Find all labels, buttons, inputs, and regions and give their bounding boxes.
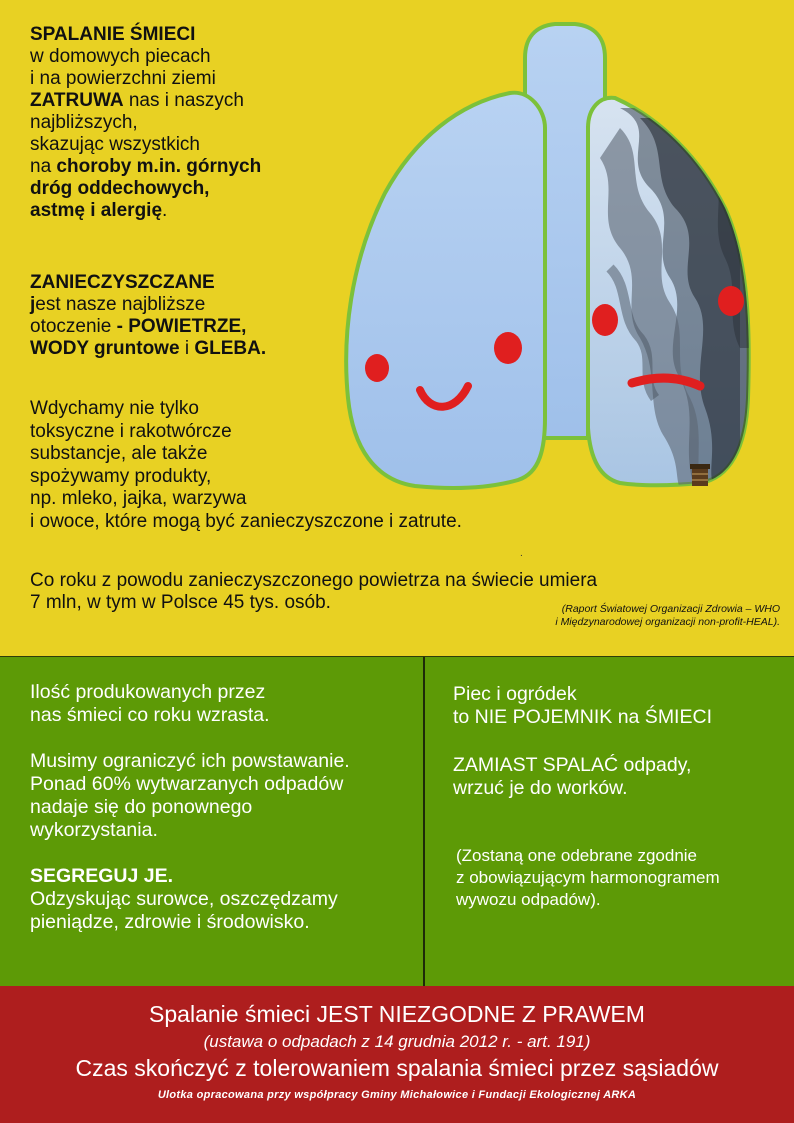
stove-line: to NIE POJEMNIK na ŚMIECI bbox=[453, 706, 712, 728]
segregate-heading: SEGREGUJ JE. bbox=[30, 865, 174, 887]
chimney-icon bbox=[690, 464, 710, 486]
waste-line: pieniądze, zdrowie i środowisko. bbox=[30, 911, 310, 933]
stove-line: wrzuć je do worków. bbox=[453, 777, 628, 799]
pollution-bold: - POWIETRZE, bbox=[116, 316, 247, 337]
collection-line: wywozu odpadów). bbox=[456, 890, 601, 909]
credits: Ulotka opracowana przy współpracy Gminy Michałowice i Fundacji Ekologicznej ARKA bbox=[157, 1089, 637, 1101]
left-lung bbox=[346, 93, 545, 488]
inhale-line: spożywamy produkty, bbox=[30, 465, 212, 487]
law-statement: Spalanie śmieci JEST NIEZGODNE Z PRAWEM bbox=[149, 1001, 645, 1027]
pollution-heading: ZANIECZYSZCZANE bbox=[30, 272, 215, 293]
intro-line: w domowych piecach bbox=[30, 46, 211, 67]
waste-column bbox=[30, 681, 410, 934]
citation-line: (Raport Światowej Organizacji Zdrowia – WHO bbox=[561, 603, 780, 615]
intro-text bbox=[30, 24, 360, 222]
intro-line: nas i naszych bbox=[123, 90, 244, 111]
waste-line: Musimy ograniczyć ich powstawanie. bbox=[30, 750, 350, 772]
pollution-text bbox=[30, 272, 360, 360]
left-cheek-right bbox=[494, 332, 522, 364]
intro-line: i na powierzchni ziemi bbox=[30, 68, 216, 89]
intro-line: najbliższych, bbox=[30, 112, 138, 133]
waste-line: Odzyskując surowce, oszczędzamy bbox=[30, 888, 338, 910]
waste-line: Ilość produkowanych przez bbox=[30, 681, 266, 703]
intro-bold: astmę i alergię bbox=[30, 200, 163, 221]
collection-line: z obowiązującym harmonogramem bbox=[456, 868, 720, 887]
citation-line: i Międzynarodowej organizacji non-profit-HEAL). bbox=[555, 616, 780, 628]
intro-bold: ZATRUWA bbox=[30, 90, 124, 111]
waste-line: nas śmieci co roku wzrasta. bbox=[30, 704, 270, 726]
collection-line: (Zostaną one odebrane zgodnie bbox=[456, 846, 698, 865]
waste-line: Ponad 60% wytwarzanych odpadów bbox=[30, 773, 344, 795]
collection-note bbox=[456, 845, 776, 911]
intro-line: na bbox=[30, 156, 57, 177]
intro-line: skazując wszystkich bbox=[30, 134, 200, 155]
call-to-action: Czas skończyć z tolerowaniem spalania śmieci przez sąsiadów bbox=[75, 1055, 719, 1081]
left-cheek-left bbox=[365, 354, 389, 382]
waste-line: nadaje się do ponownego bbox=[30, 796, 253, 818]
waste-line: wykorzystania. bbox=[30, 819, 158, 841]
footer-banner bbox=[0, 986, 794, 1123]
lungs-illustration bbox=[320, 18, 790, 498]
pollution-line: i bbox=[179, 338, 195, 359]
inhale-line: toksyczne i rakotwórcze bbox=[30, 420, 232, 442]
pollution-bold: j bbox=[30, 294, 36, 315]
headline: SPALANIE ŚMIECI bbox=[30, 24, 196, 45]
law-reference: (ustawa o odpadach z 14 grudnia 2012 r. - art. 191) bbox=[203, 1032, 591, 1051]
column-divider bbox=[423, 657, 425, 987]
right-cheek-right bbox=[718, 286, 744, 316]
intro-bold: dróg oddechowych, bbox=[30, 178, 210, 199]
intro-bold: choroby m.in. górnych bbox=[56, 156, 262, 177]
statistics-line: Co roku z powodu zanieczyszczonego powietrza na świecie umiera bbox=[30, 570, 598, 591]
inhale-line: Wdychamy nie tylko bbox=[30, 398, 199, 419]
pollution-bold: GLEBA. bbox=[194, 338, 267, 359]
pollution-line: est nasze najbliższe bbox=[35, 294, 206, 315]
stove-line: Piec i ogródek bbox=[453, 683, 577, 705]
citation bbox=[480, 603, 780, 629]
green-section bbox=[0, 656, 794, 987]
stove-column bbox=[453, 683, 783, 800]
statistics-line: 7 mln, w tym w Polsce 45 tys. osób. bbox=[30, 592, 331, 613]
lungs-image bbox=[320, 18, 790, 498]
stove-line: ZAMIAST SPALAĆ odpady, bbox=[453, 754, 692, 776]
pollution-line: otoczenie bbox=[30, 316, 117, 337]
right-cheek-left bbox=[592, 304, 618, 336]
inhale-line: i owoce, które mogą być zanieczyszczone i zatrute. bbox=[30, 510, 462, 532]
inhale-line: substancje, ale także bbox=[30, 443, 208, 464]
intro-line: . bbox=[162, 200, 168, 221]
pollution-bold: WODY gruntowe bbox=[30, 338, 180, 359]
stray-dot: . bbox=[520, 548, 523, 559]
inhale-line: np. mleko, jajka, warzywa bbox=[30, 488, 247, 509]
